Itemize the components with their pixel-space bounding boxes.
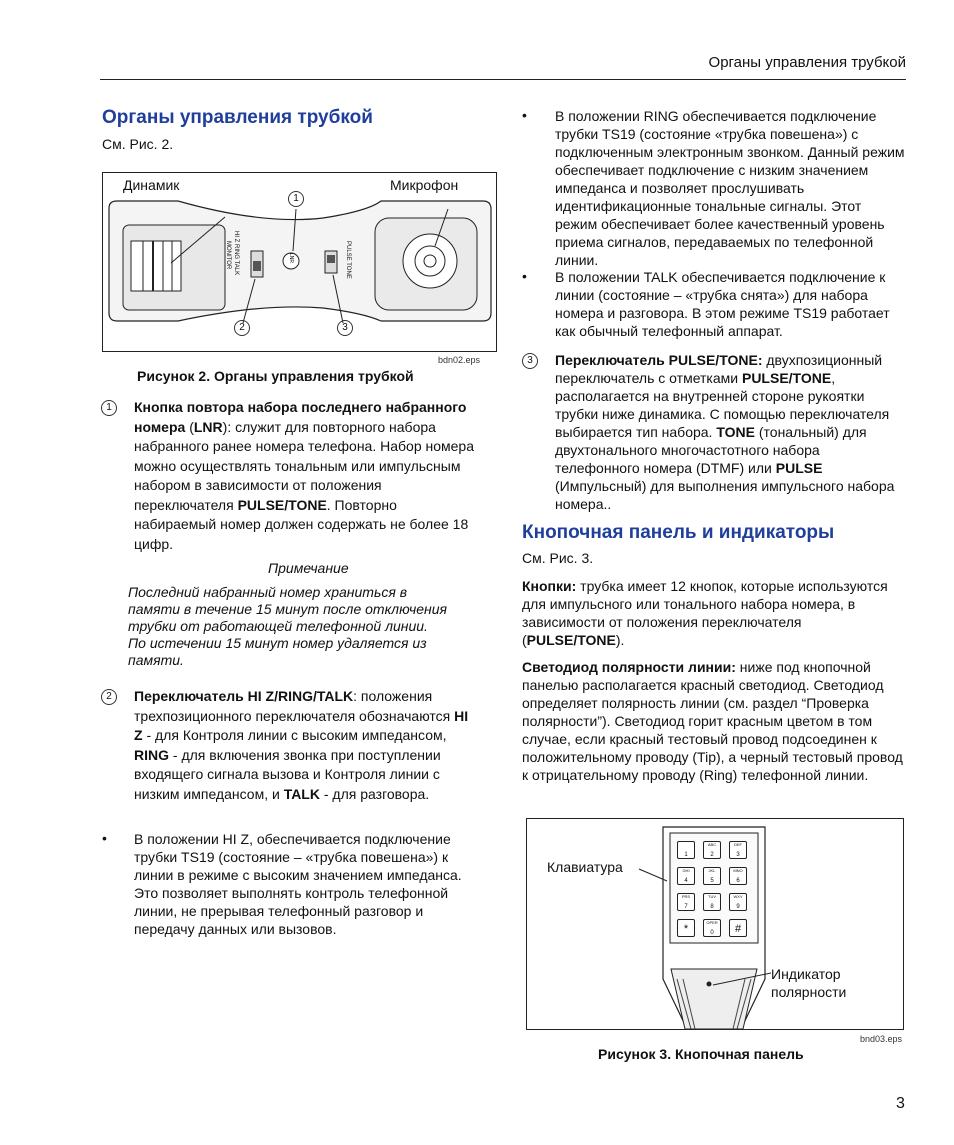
- running-header: Органы управления трубкой: [708, 54, 906, 71]
- figure-3-code: bnd03.eps: [860, 1034, 903, 1044]
- keypad-key-letters: GHI: [682, 868, 690, 873]
- speaker-grille: [131, 241, 181, 291]
- switch1-label: HI Z RING TALK: [233, 231, 239, 276]
- item-2-talk: TALK: [283, 785, 320, 802]
- item-2-marker: 2: [101, 689, 117, 705]
- header-rule: [100, 79, 906, 80]
- keypad-key-digit: 4: [684, 878, 688, 884]
- label-microphone: Микрофон: [390, 177, 459, 193]
- figure-3-keypad: [526, 818, 904, 1030]
- keypad-key-star: [677, 919, 695, 937]
- item-1-lnr: [134, 398, 480, 554]
- switch2-label: PULSE TONE: [345, 241, 351, 279]
- label-polarity-indicator: [771, 965, 846, 1001]
- item-3-marker: 3: [522, 353, 538, 369]
- item-3-pulse: PULSE: [775, 460, 823, 476]
- item-3-pt: PULSE/TONE: [741, 370, 832, 386]
- led-paragraph: [522, 658, 906, 784]
- keypad-key-0: [703, 919, 721, 937]
- bullet-dot: •: [102, 830, 107, 846]
- switch1-sublabel: MONITOR: [225, 241, 231, 270]
- buttons-label: Кнопки:: [522, 578, 577, 594]
- item-1-title-lnr: LNR: [193, 418, 223, 435]
- item-2-text-a: : положения трехпозиционного переключателя обозначаются: [134, 688, 455, 724]
- keypad-key-letters: JKL: [708, 868, 716, 873]
- item-3-text-b: , располагается на внутренней стороне рукоятки трубки ниже динамика. С помощью переключателя выбирается тип набора.: [555, 370, 890, 440]
- item-3-text-a: двухпозиционный переключатель с отметками: [555, 352, 883, 386]
- buttons-pt: PULSE/TONE: [526, 632, 616, 648]
- keypad-key-4: [677, 867, 695, 885]
- keypad-key-7: [677, 893, 695, 911]
- led-text: ниже под кнопочной панелью располагается красный светодиод. Светодиод определяет полярность линии (см. раздел “Проверка полярности”). Светодиод горит красным цветом в том случае, если красный тестовый провод подсоединен к положительному проводу (Tip), а черный тестовый провод к отрицательному проводу (Ring) телефонной линии.: [522, 659, 903, 783]
- keypad-key-letters: TUV: [708, 894, 716, 899]
- item-2-hiz-ring-talk: [134, 687, 480, 804]
- label-indicator-line1: Индикатор: [771, 966, 841, 982]
- keypad-key-6: [729, 867, 747, 885]
- label-keypad: Клавиатура: [547, 859, 623, 875]
- keypad-key-digit: 8: [710, 904, 714, 910]
- item-1-text-end: . Повторно набираемый номер должен содержать не более 18 цифр.: [134, 496, 469, 552]
- keypad-key-hash: [729, 919, 747, 937]
- keypad-key-1: [677, 841, 695, 859]
- bullet-hiz-text: В положении HI Z, обеспечивается подключение трубки TS19 (состояние – «трубка повешена») к линии в режиме с высоким значением импеданса. Это позволяет выполнять контроль телефонной линии, не прерывая телефонный разговор и передачу данных или вызовов.: [134, 831, 462, 937]
- see-figure-3: См. Рис. 3.: [522, 550, 594, 566]
- keypad-key-letters: DEF: [734, 842, 742, 847]
- keypad-key-9: [729, 893, 747, 911]
- keypad-key-letters: OPER: [706, 920, 718, 925]
- bullet-ring-text: В положении RING обеспечивается подключение трубки TS19 (состояние «трубка повешена») с подключенным электронным звонком. Данный режим обеспечивает подключение с низким значением импеданса и позволяет прослушивать идентификационные тональные сигналы. Этот режим обеспечивает более качественный уровень приема сигналов, передаваемых по телефонной линии.: [555, 108, 905, 268]
- keypad-key-digit: 0: [710, 930, 714, 936]
- keypad-key-digit: 2: [710, 852, 714, 858]
- bullet-talk-text: В положении TALK обеспечивается подключение к линии (состояние – «трубка снята») для набора номера и разговора. В этом режиме TS19 работает как обычный телефонный аппарат.: [555, 269, 890, 339]
- section-heading-keypad: Кнопочная панель и индикаторы: [522, 522, 835, 543]
- microphone-center: [424, 255, 436, 267]
- item-3-text-d: (Импульсный) для выполнения импульсного набора номера..: [555, 478, 895, 512]
- bullet-dot: •: [522, 107, 527, 123]
- item-2-ring: RING: [134, 746, 169, 763]
- callout-1: 1: [288, 191, 304, 207]
- keypad-key-digit: 9: [736, 904, 740, 910]
- keypad-key-digit: 7: [684, 904, 688, 910]
- bullet-dot: •: [522, 268, 527, 284]
- buttons-text-b: ).: [615, 632, 625, 648]
- keypad-key-digit: 3: [736, 852, 740, 858]
- keypad-key-5: [703, 867, 721, 885]
- note-title: Примечание: [268, 560, 349, 576]
- item-1-marker: 1: [101, 400, 117, 416]
- buttons-text-a: трубка имеет 12 кнопок, которые используются для импульсного или тонального набора номера, в зависимости от положения переключателя (: [522, 578, 888, 648]
- label-speaker: Динамик: [123, 177, 180, 193]
- hiz-ring-talk-switch-knob: [253, 261, 261, 271]
- keypad-key-2: [703, 841, 721, 859]
- keypad-key-3: [729, 841, 747, 859]
- item-1-title: Кнопка повтора набора последнего набранного номера: [134, 399, 467, 435]
- note-text: Последний набранный номер храниться в памяти в течение 15 минут после отключения трубки от работающей телефонной линии. По истечении 15 минут номер удаляется из памяти.: [128, 584, 447, 668]
- figure-2-handset-controls: [102, 172, 497, 352]
- polarity-led: [707, 982, 712, 987]
- buttons-paragraph: [522, 577, 906, 649]
- keypad-key-letters: MNO: [733, 868, 743, 873]
- keypad-key-8: [703, 893, 721, 911]
- keypad-key-letters: WXY: [733, 894, 743, 899]
- item-2-title: Переключатель HI Z/RING/TALK: [134, 688, 354, 704]
- item-1-pulse-tone: PULSE/TONE: [237, 496, 327, 513]
- item-2-text-d: - для разговора.: [319, 785, 430, 802]
- led-label: Светодиод полярности линии:: [522, 659, 736, 675]
- item-3-text-c: (тональный) для двухтонального многочастотного набора телефонного номера (DTMF) или: [555, 424, 867, 476]
- item-3-pulse-tone: [555, 351, 905, 513]
- item-2-text-c: - для включения звонка при поступлении входящего сигнала вызова и Контроля линии с низким импедансом, и: [134, 746, 441, 802]
- section-heading-handset-controls: Органы управления трубкой: [102, 107, 373, 128]
- figure-2-caption: Рисунок 2. Органы управления трубкой: [137, 368, 414, 384]
- keypad-key-digit: #: [734, 923, 742, 935]
- keypad-key-digit: 5: [710, 878, 714, 884]
- figure-3-caption: Рисунок 3. Кнопочная панель: [598, 1046, 804, 1062]
- keypad-key-letters: ABC: [707, 842, 717, 847]
- keypad-key-digit: 1: [684, 852, 688, 858]
- keypad-key-digit: 6: [736, 878, 740, 884]
- item-3-tone: TONE: [716, 424, 755, 440]
- callout-3: 3: [337, 320, 353, 336]
- item-2-text-b: - для Контроля линии с высоким импедансом,: [142, 727, 447, 743]
- handset-grip: [671, 969, 757, 1029]
- item-3-title: Переключатель PULSE/TONE:: [555, 352, 763, 368]
- page-number: 3: [896, 1095, 905, 1112]
- item-1-paren: (: [185, 418, 194, 435]
- keypad-key-letters: PRS: [681, 894, 691, 899]
- item-2-hiz: HI Z: [134, 707, 469, 743]
- keypad-key-digit: *: [683, 923, 689, 935]
- figure-2-code: bdn02.eps: [438, 355, 481, 365]
- see-figure-2: См. Рис. 2.: [102, 136, 174, 152]
- label-indicator-line2: полярности: [771, 984, 847, 1000]
- item-1-text: ): служит для повторного набора набранного ранее номера телефона. Набор номера можно осуществлять тональным или импульсным набором в зависимости от положения переключателя: [134, 418, 474, 513]
- pulse-tone-switch-knob: [327, 255, 335, 263]
- callout-2: 2: [234, 320, 250, 336]
- lnr-label: LNR: [288, 253, 294, 264]
